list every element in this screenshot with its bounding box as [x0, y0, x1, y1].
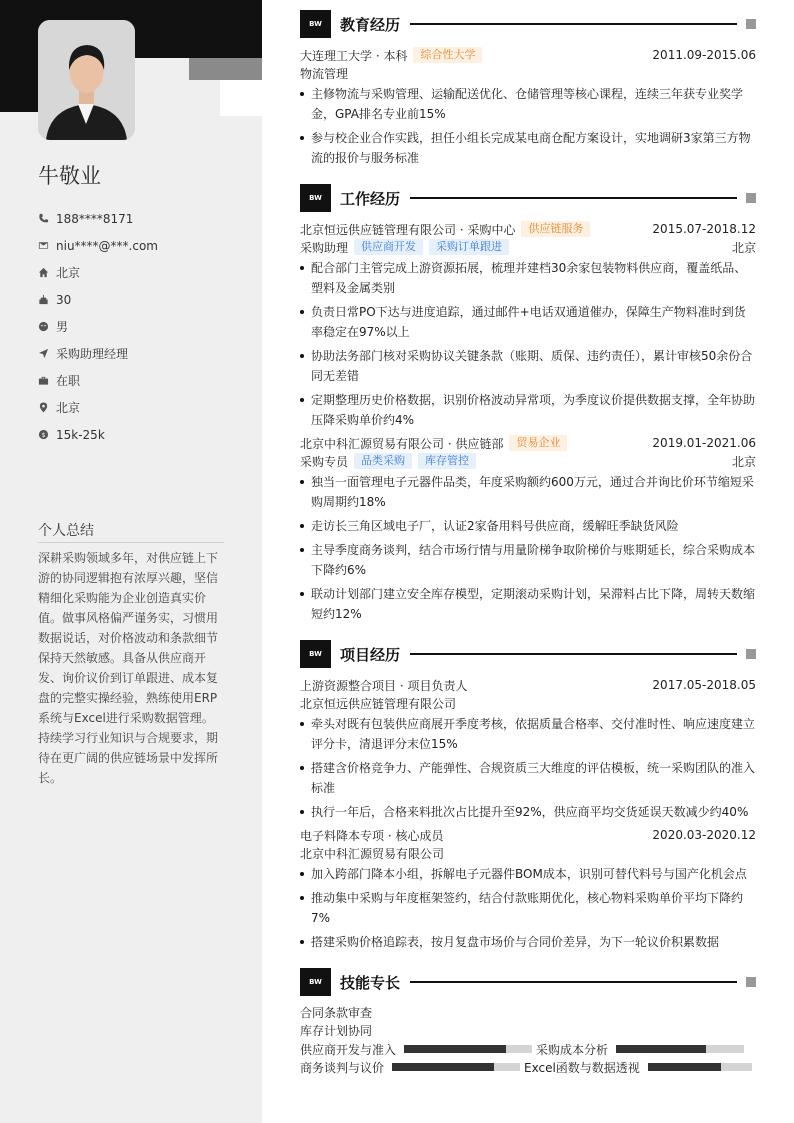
work-skill-tag: 库存管控: [418, 453, 476, 469]
info-location-text: 北京: [56, 401, 81, 415]
skill-level-bar: [616, 1045, 744, 1053]
project-entry-2: [300, 826, 756, 952]
list-item: 主导季度商务谈判，结合市场行情与用量阶梯争取阶梯价与账期延长，综合采购成本下降约6%: [300, 540, 756, 580]
work-city: 北京: [731, 240, 756, 255]
work-date: 2015.07-2018.12: [652, 222, 756, 236]
work-role: 采购专员: [300, 454, 349, 469]
skills-section-header: [300, 968, 756, 996]
education-date: 2011.09-2015.06: [652, 48, 756, 62]
list-item: 配合部门主管完成上游资源拓展，梳理并建档30余家包装物料供应商，覆盖纸品、塑料及金属类别: [300, 258, 756, 298]
sidebar-header-block-left: [0, 58, 38, 112]
project-entry-1: [300, 676, 756, 822]
project-bullets: [300, 714, 756, 822]
info-phone: [38, 205, 238, 232]
work-skill-tag: 采购订单跟进: [429, 239, 509, 255]
project-bullets: [300, 864, 756, 952]
work-section-header: [300, 184, 756, 212]
info-salary: [38, 421, 238, 448]
info-city-text: 北京: [56, 266, 81, 280]
skill-plain-item: 库存计划协同: [300, 1024, 373, 1038]
section-divider: [410, 653, 737, 655]
list-item: 协助法务部门核对采购协议关键条款（账期、质保、违约责任），累计审核50余份合同无差错: [300, 346, 756, 386]
work-skill-tag: 供应商开发: [354, 239, 423, 255]
section-square-icon: [746, 19, 756, 29]
info-gender-text: 男: [56, 320, 69, 334]
section-logo-icon: BW: [300, 968, 331, 996]
list-item: 搭建含价格竞争力、产能弹性、合规资质三大维度的评估模板，统一采购团队的准入标准: [300, 758, 756, 798]
location-pin-icon: [38, 402, 56, 413]
list-item: 负责日常PO下达与进度追踪，通过邮件+电话双通道催办，保障生产物料准时到货率稳定在97%以上: [300, 302, 756, 342]
info-email-text: niu****@***.com: [56, 238, 158, 253]
section-divider: [410, 981, 737, 983]
info-gender: [38, 313, 238, 340]
work-role-row: [300, 238, 756, 256]
list-item: 主修物流与采购管理、运输配送优化、仓储管理等核心课程，连续三年获专业奖学金，GPA排名专业前15%: [300, 84, 756, 124]
svg-text:$: $: [41, 430, 46, 439]
education-bullets: [300, 84, 756, 168]
project-row: [300, 826, 756, 844]
skill-level-bar: [648, 1063, 752, 1071]
list-item: 执行一年后，合格来料批次占比提升至92%，供应商平均交货延误天数减少约40%: [300, 802, 756, 822]
skill-level-fill: [616, 1045, 706, 1053]
info-status-text: 在职: [56, 374, 81, 388]
summary-title: 个人总结: [38, 520, 224, 543]
profile-photo: [38, 20, 135, 140]
list-item: 推动集中采购与年度框架签约，结合付款账期优化，核心物料采购单价平均下降约7%: [300, 888, 756, 928]
skill-label: 商务谈判与议价: [300, 1060, 385, 1075]
skill-level-fill: [392, 1063, 494, 1071]
education-entry: [300, 46, 756, 168]
section-square-icon: [746, 649, 756, 659]
skill-label: Excel函数与数据透视: [524, 1060, 640, 1075]
skill-level-fill: [404, 1045, 506, 1053]
list-item: 牵头对既有包装供应商展开季度考核，依据质量合格率、交付准时性、响应速度建立评分卡，清退评分末位15%: [300, 714, 756, 754]
section-logo-icon: BW: [300, 184, 331, 212]
work-company: 北京中科汇源贸易有限公司 · 供应链部: [300, 436, 504, 451]
project-date: 2020.03-2020.12: [652, 828, 756, 842]
section-square-icon: [746, 193, 756, 203]
list-item: 加入跨部门降本小组，拆解电子元器件BOM成本，识别可替代料号与国产化机会点: [300, 864, 756, 884]
skill-plain-item: 合同条款审查: [300, 1006, 373, 1020]
sidebar: [0, 0, 262, 1123]
project-org: 北京恒远供应链管理有限公司: [300, 696, 457, 711]
phone-icon: [38, 213, 56, 224]
skill-label: 采购成本分析: [536, 1042, 609, 1057]
cake-icon: [38, 294, 56, 305]
info-city: [38, 259, 238, 286]
info-email: [38, 232, 238, 259]
education-row: [300, 46, 756, 64]
projects-section-header: [300, 640, 756, 668]
info-status: [38, 367, 238, 394]
list-item: 走访长三角区域电子厂，认证2家备用料号供应商，缓解旺季缺货风险: [300, 516, 756, 536]
gender-icon: [38, 321, 56, 332]
work-title: 工作经历: [340, 189, 401, 208]
work-entry-1: [300, 220, 756, 430]
work-city: 北京: [731, 454, 756, 469]
skill-label: 供应商开发与准入: [300, 1042, 397, 1057]
section-logo-icon: BW: [300, 640, 331, 668]
work-role-row: [300, 452, 756, 470]
section-divider: [410, 23, 737, 25]
section-logo-icon: BW: [300, 10, 331, 38]
project-date: 2017.05-2018.05: [652, 678, 756, 692]
skill-level-bar: [392, 1063, 520, 1071]
education-tag: 综合性大学: [413, 47, 482, 63]
education-section-header: [300, 10, 756, 38]
info-age: [38, 286, 238, 313]
salary-icon: [38, 429, 56, 440]
project-name: 上游资源整合项目 · 项目负责人: [300, 678, 468, 693]
work-company: 北京恒远供应链管理有限公司 · 采购中心: [300, 222, 516, 237]
project-org: 北京中科汇源贸易有限公司: [300, 846, 445, 861]
education-school: 大连理工大学 · 本科: [300, 48, 408, 63]
sidebar-accent-gray: [189, 58, 262, 80]
candidate-name: 牛敬业: [38, 164, 101, 188]
skill-bar-row-2: [300, 1058, 756, 1076]
skill-level-bar: [404, 1045, 532, 1053]
home-icon: [38, 267, 56, 278]
work-date: 2019.01-2021.06: [652, 436, 756, 450]
work-entry-2: [300, 434, 756, 624]
summary-text: 深耕采购领域多年，对供应链上下游的协同逻辑抱有浓厚兴趣，坚信精细化采购能为企业创造真实价值。做事风格偏严谨务实，习惯用数据说话，对价格波动和条款细节保持天然敏感。具备从供应商开发、询价议价到订单跟进、成本复盘的完整实操经验，熟练使用ERP系统与Excel进行采购数据管理。持续学习行业知识与合规要求，期待在更广阔的供应链场景中发挥所长。: [38, 551, 219, 785]
work-company-row: [300, 220, 756, 238]
skill-bar-row-1: [300, 1040, 756, 1058]
education-title: 教育经历: [340, 15, 401, 34]
info-position: [38, 340, 238, 367]
list-item: 参与校企业合作实践，担任小组长完成某电商仓配方案设计，实地调研3家第三方物流的报价与服务标准: [300, 128, 756, 168]
skills-title: 技能专长: [340, 973, 401, 992]
education-major: 物流管理: [300, 66, 349, 81]
list-item: 定期整理历史价格数据，识别价格波动异常项，为季度议价提供数据支撑，全年协助压降采购单价约4%: [300, 390, 756, 430]
list-item: 独当一面管理电子元器件品类，年度采购额约600万元，通过合并询比价环节缩短采购周期约18%: [300, 472, 756, 512]
sidebar-accent-white: [220, 80, 262, 116]
info-position-text: 采购助理经理: [56, 347, 129, 361]
section-square-icon: [746, 977, 756, 987]
work-bullets: [300, 258, 756, 430]
work-bullets: [300, 472, 756, 624]
work-company-row: [300, 434, 756, 452]
briefcase-icon: [38, 375, 56, 386]
email-icon: [38, 240, 56, 251]
project-name: 电子料降本专项 · 核心成员: [300, 828, 444, 843]
work-industry-tag: 供应链服务: [521, 221, 590, 237]
work-skill-tag: 品类采购: [354, 453, 412, 469]
send-icon: [38, 348, 56, 359]
contact-info-list: [38, 205, 238, 448]
info-phone-text: 188****8171: [56, 211, 134, 226]
list-item: 搭建采购价格追踪表，按月复盘市场价与合同价差异，为下一轮议价积累数据: [300, 932, 756, 952]
info-age-text: 30: [56, 292, 72, 307]
main-content: [300, 10, 756, 1076]
project-row: [300, 676, 756, 694]
work-industry-tag: 贸易企业: [509, 435, 567, 451]
info-salary-text: 15k-25k: [56, 427, 105, 442]
projects-title: 项目经历: [340, 645, 401, 664]
section-divider: [410, 197, 737, 199]
work-role: 采购助理: [300, 240, 349, 255]
info-location: [38, 394, 238, 421]
list-item: 联动计划部门建立安全库存模型，定期滚动采购计划，呆滞料占比下降，周转天数缩短约12%: [300, 584, 756, 624]
skill-level-fill: [648, 1063, 721, 1071]
